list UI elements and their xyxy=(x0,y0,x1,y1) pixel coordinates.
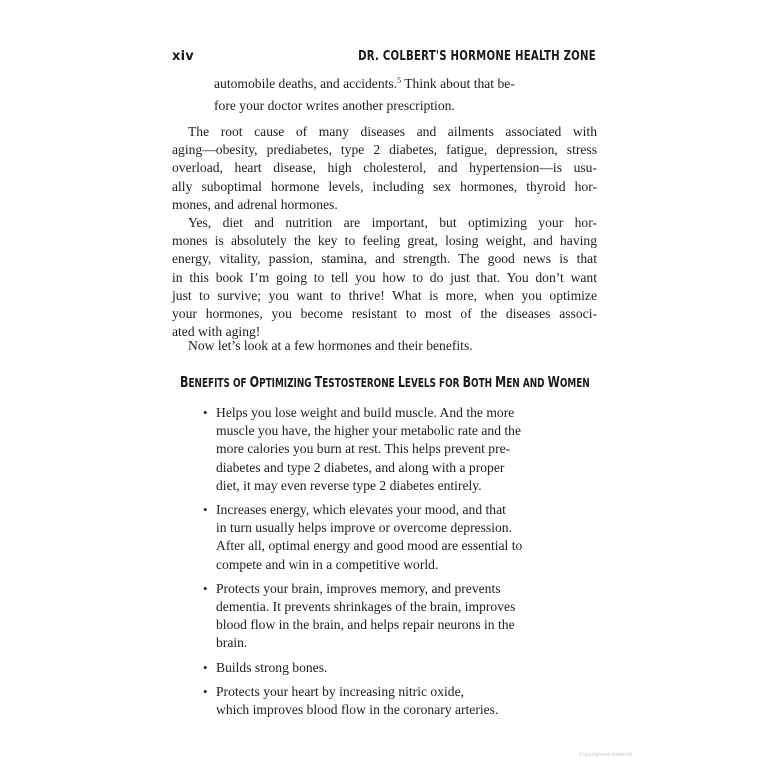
bullet-icon: • xyxy=(203,683,208,699)
paragraph-line: Now let’s look at a few hormones and their benefits. xyxy=(188,338,473,353)
paragraph-line: aging—obesity, prediabetes, type 2 diabetes, fatigue, depression, stress xyxy=(172,142,597,158)
list-item: • Protects your brain, improves memory, and prevents dementia. It prevents shrinkages of the brain, improves blood flow in the brain, and helps repair neurons in the brain. xyxy=(203,580,516,651)
paragraph-root-cause xyxy=(172,123,597,214)
bullet-icon: • xyxy=(203,659,208,675)
quote-line: fore your doctor writes another prescription. xyxy=(214,98,455,113)
paragraph-line: energy, vitality, passion, stamina, and strength. The good news is that xyxy=(172,251,597,267)
block-quote-continuation xyxy=(214,73,514,117)
copyright-watermark: Copyrighted material xyxy=(579,752,633,758)
list-item: • Increases energy, which elevates your mood, and that in turn usually helps improve or overcome depression. After all, optimal energy and good mood are essential to compete and win in a competitive world. xyxy=(203,502,523,572)
footnote-ref: 5 xyxy=(397,76,402,85)
paragraph-line: in this book I’m going to tell you how to do just that. You don’t want xyxy=(172,269,597,285)
list-item: • Protects your heart by increasing nitric oxide, which improves blood flow in the coronary arteries. xyxy=(203,683,499,718)
quote-line: automobile deaths, and accidents.$^5$ Think about that be- xyxy=(214,76,515,91)
list-item: • Builds strong bones. xyxy=(200,659,540,677)
section-heading: BENEFITS OF OPTIMIZING TESTOSTERONE LEVELS FOR BOTH MEN AND WOMEN xyxy=(180,373,590,391)
bullet-icon: • xyxy=(203,405,208,420)
page-number: xiv xyxy=(172,49,194,64)
paragraph-line: mones, and adrenal hormones. xyxy=(172,196,338,212)
paragraph-line: your hormones, you become resistant to most of the diseases associ- xyxy=(172,306,597,322)
paragraph-line: mones is absolutely the key to feeling great, losing weight, and having xyxy=(172,233,597,249)
running-header-title: DR. COLBERT'S HORMONE HEALTH ZONE xyxy=(358,49,596,64)
benefits-list xyxy=(200,404,540,725)
paragraph-diet-nutrition xyxy=(172,214,597,341)
paragraph-line: The root cause of many diseases and ailments associated with xyxy=(188,124,597,139)
paragraph-look-at-hormones xyxy=(172,337,597,355)
list-item: • Helps you lose weight and build muscle. And the more muscle you have, the higher your metabolic rate and the more calories you burn at rest. This helps prevent pre- diabetes and type 2 diabetes, and along with a proper diet, it may even reverse type 2 diabetes entirely. xyxy=(203,405,521,493)
bullet-icon: • xyxy=(203,580,208,596)
paragraph-line: ated with aging! xyxy=(172,324,261,340)
paragraph-line: just to survive; you want to thrive! What is more, when you optimize xyxy=(172,287,597,303)
paragraph-line: overload, heart disease, high cholesterol, and hypertension—is usu- xyxy=(172,160,597,176)
paragraph-line: ally suboptimal hormone levels, including sex hormones, thyroid hor- xyxy=(172,178,597,194)
bullet-icon: • xyxy=(203,502,208,518)
paragraph-line: Yes, diet and nutrition are important, but optimizing your hor- xyxy=(188,215,597,230)
